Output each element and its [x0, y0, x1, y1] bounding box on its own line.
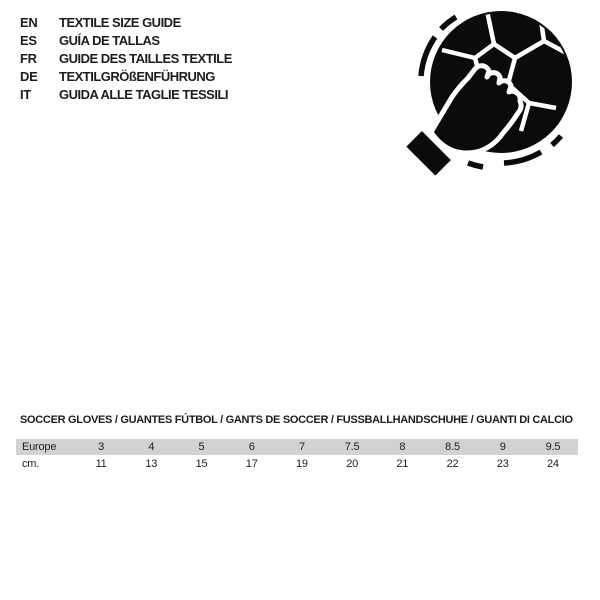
language-title: GUIDE DES TAILLES TEXTILE [59, 50, 232, 66]
size-value: 19 [295, 457, 308, 470]
size-value: 21 [396, 457, 409, 470]
size-value: 24 [547, 457, 559, 470]
language-code: DE [20, 68, 38, 84]
size-value: 13 [145, 457, 158, 470]
row-label: Europe [22, 441, 57, 453]
size-value: 11 [95, 457, 107, 470]
size-table [16, 414, 578, 472]
language-title: TEXTILGRÖßENFÜHRUNG [59, 68, 215, 84]
language-row-en [20, 13, 232, 31]
size-value: 6 [248, 441, 255, 453]
size-value: 22 [446, 457, 459, 470]
size-value: 7.5 [344, 441, 360, 453]
language-code: EN [20, 14, 38, 30]
language-title: TEXTILE SIZE GUIDE [59, 14, 181, 30]
table-row-europe [16, 439, 578, 455]
size-value: 17 [245, 457, 258, 470]
language-code: ES [20, 32, 37, 48]
size-value: 15 [195, 457, 208, 470]
table-row-cm [16, 455, 578, 472]
size-value: 20 [346, 457, 359, 470]
row-label: cm. [22, 457, 40, 470]
size-value: 5 [198, 441, 205, 453]
language-row-es [20, 31, 232, 49]
language-title: GUIDA ALLE TAGLIE TESSILI [59, 86, 229, 102]
size-value: 23 [496, 457, 509, 470]
language-row-fr [20, 49, 232, 67]
size-value: 3 [98, 441, 105, 453]
language-row-de [20, 67, 232, 85]
size-value: 8.5 [445, 441, 460, 453]
size-value: 9.5 [545, 441, 561, 453]
language-code: IT [20, 86, 31, 102]
language-title: GUÍA DE TALLAS [59, 32, 160, 48]
language-row-it [20, 85, 232, 103]
language-title-list [20, 13, 232, 103]
size-value: 8 [399, 441, 406, 453]
size-value: 7 [298, 441, 305, 453]
language-code: FR [20, 50, 37, 66]
size-value: 4 [148, 441, 155, 453]
glove-touching-soccer-ball-icon [398, 0, 590, 192]
glove-touching-soccer-ball-svg [398, 0, 590, 192]
size-value: 9 [499, 441, 506, 453]
size-table-title: SOCCER GLOVES / GUANTES FÚTBOL / GANTS DE SOCCER / FUSSBALLHANDSCHUHE / GUANTI DI CALCIO [20, 414, 573, 426]
